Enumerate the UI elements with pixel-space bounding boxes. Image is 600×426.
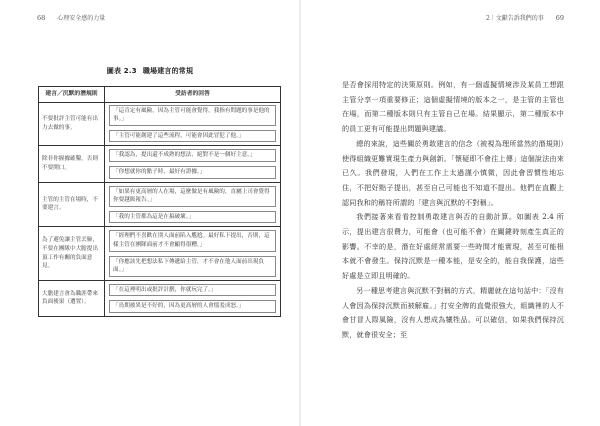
- body-text: [342, 78, 564, 343]
- left-page-header: [37, 12, 105, 24]
- right-running-title: 2｜文獻告訴我們的事: [485, 15, 544, 22]
- table-row: [39, 280, 281, 298]
- answer-quote: 「如果有更高層的人在場，這麼做是有風險的，直屬上司會覺得你要越級報告。」: [109, 186, 276, 207]
- rule-cell: 不要批評主管可能有出力去做的事。: [39, 102, 105, 146]
- header-answers: 受訪者的回答: [105, 87, 281, 103]
- answer-quote: 「你應該先把想法私下傳遞給主管，才不會在他人面前出現負面。」: [109, 256, 276, 277]
- table-caption: [0, 66, 300, 76]
- answer-quote: 「這肯定有風險，因為主管可能會覺得，我指有問題的事是他的事。」: [109, 105, 276, 126]
- answer-quote: 「鳥期被異是不好的，因為更高層的人會惱羞成怒。」: [109, 300, 276, 313]
- answer-quote: 「主管可能創建了這些流程，可能會因此冒犯了他。」: [109, 130, 276, 143]
- table-row: [39, 227, 281, 254]
- right-page-header: [486, 12, 564, 24]
- answer-quote: 「你想就你的點子時，最好有證據。」: [109, 166, 276, 179]
- rule-cell: 為了避免讓主管丟臉，不要在團隊中大膽提出頂工作有關的負面意見。: [39, 227, 105, 280]
- rule-cell: 主管的主管在場時，不要建言。: [39, 182, 105, 227]
- rule-cell: 大膽建言會為職涯帶來負面後果（遭置）。: [39, 280, 105, 316]
- table-row: [39, 102, 281, 128]
- norms-table: [38, 86, 281, 317]
- rule-cell: 除非你握據確鑿，否則不要開口。: [39, 146, 105, 182]
- table-row: [39, 146, 281, 164]
- table-label: 圖表 2.3: [106, 67, 137, 75]
- table-row: [39, 182, 281, 209]
- header-rule: 建言／沉默的潛規則: [39, 87, 105, 103]
- table-header-row: [39, 87, 281, 103]
- paragraph: 是否會採用特定的決策原則。例如，有一個虛擬情境涉及某員工想跟主管分享一項重要修正；這個虛擬情境的版本之一，是主管的主管也在場，而第二種版本則只有主管自己在場。結果顯示，第二種版本中的員工更有可能提出問題與建議。: [342, 80, 564, 134]
- answer-quote: 「在這裡明出或批評計劃，你就玩完了。」: [109, 284, 276, 297]
- left-running-title: 心理安全感的力量: [57, 15, 106, 22]
- answer-quote: 「經理們不喜歡在別人面前陷入尷尬。最好私下提出，否則，這樣主管在團隊面前才不會顯得很糟。」: [109, 230, 276, 251]
- paragraph: 另一種思考建言與沉默不對稱的方式，精麗就在這句話中：「沒有人會因為保持沉默而被解雇。」打安全牌的直覺很強大，組織裡的人不會甘冒人際風險，沒有人想成為犧牲品。可以確信，如果我們保持沉默，就會很安全；至: [342, 285, 564, 339]
- answer-quote: 「我的主管都為這是在搞破壞。」: [109, 211, 276, 224]
- paragraph: 總的來說，這些關於勇敢建言的信念（被視為理所當然的潛規則）使得組織更難實現生產力與創新。「懷疑即不會往上傳」這個說法由來已久。我們發現，人們在工作上太過謹小慎微，因此會習慣性地忘住，不把好點子提出，甚至自己可能也不知道不提出。他們在直觀上認同我和的稱符所謂的「建言與沉默的不對稱」。: [342, 138, 564, 207]
- left-page-number: 68: [37, 14, 46, 22]
- table-title: 職場建言的常規: [142, 67, 194, 75]
- right-page-number: 69: [555, 14, 564, 22]
- answer-quote: 「我認為，提出還不成熟的想法，絕對不是一個好主意。」: [109, 149, 276, 162]
- paragraph: 我們接著來看看控制勇敢建言與否的自動計算。如圖表 2.4 所示，提出建言很費力，可能會（也可能不會）在關鍵時刻產生真正的影響。不幸的是，潛在好處經常需要一些時間才能實現，甚至可能根本就不會發生。保持沉默是一種本能，是安全的，能自我保護，這些好處是立即且明確的。: [342, 212, 564, 281]
